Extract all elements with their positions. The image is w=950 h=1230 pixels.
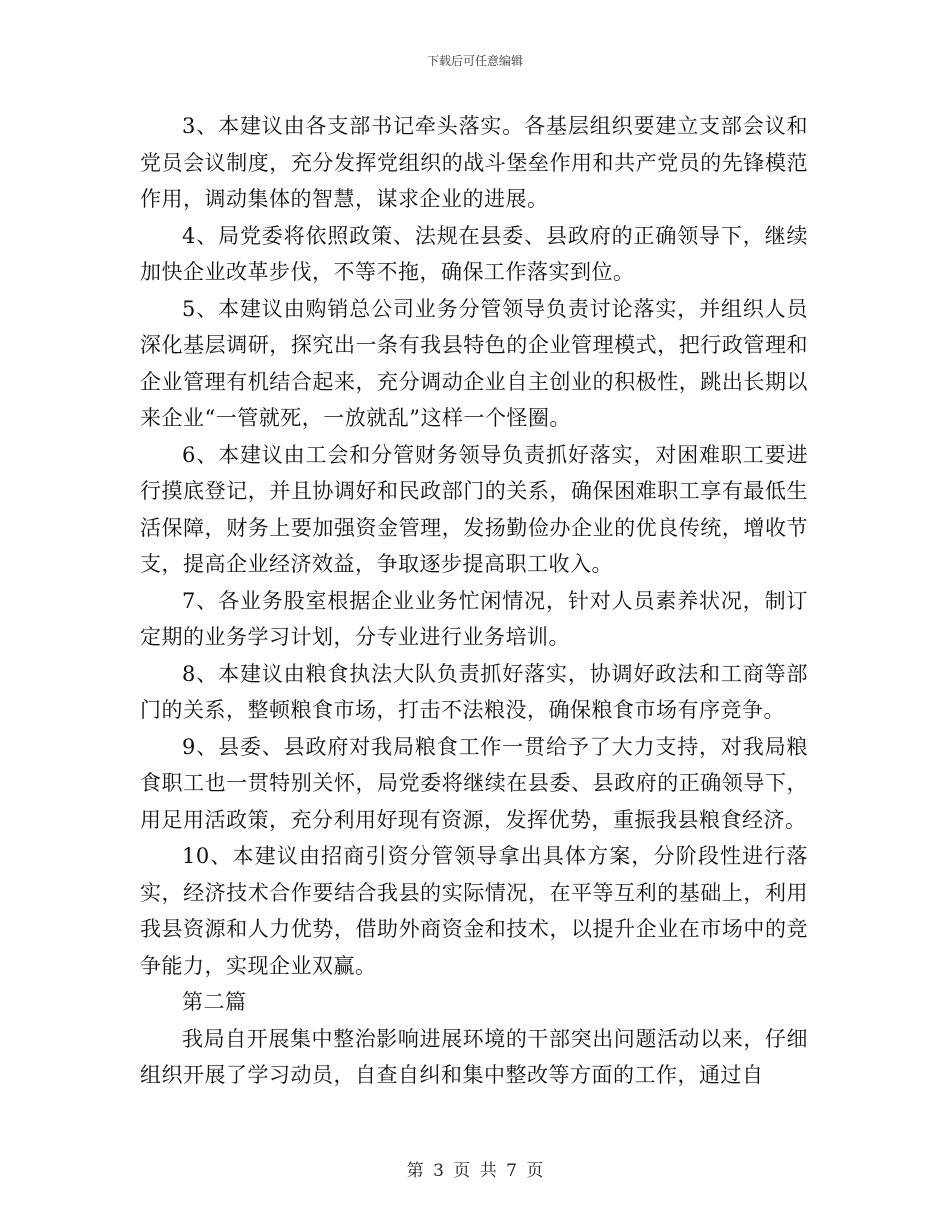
- paragraph-item-6: 6、本建议由工会和分管财务领导负责抓好落实，对困难职工要进行摸底登记，并且协调好和民政部门的关系，确保困难职工享有最低生活保障，财务上要加强资金管理，发扬勤俭办企业的优良传统，增收节支，提高企业经济效益，争取逐步提高职工收入。: [140, 442, 808, 576]
- section-heading: 第二篇: [182, 990, 247, 1014]
- paragraph-item-10: 10、本建议由招商引资分管领导拿出具体方案，分阶段性进行落实，经济技术合作要结合我县的实际情况，在平等互利的基础上，利用我县资源和人力优势，借助外商资金和技术，以提升企业在市场中的竞争能力，实现企业双赢。: [140, 844, 808, 978]
- document-body: [140, 108, 808, 1094]
- paragraph-item-4: 4、局党委将依照政策、法规在县委、县政府的正确领导下，继续加快企业改革步伐，不等不拖，确保工作落实到位。: [140, 223, 808, 284]
- paragraph-item-3: 3、本建议由各支部书记牵头落实。各基层组织要建立支部会议和党员会议制度，充分发挥党组织的战斗堡垒作用和共产党员的先锋模范作用，调动集体的智慧，谋求企业的进展。: [140, 114, 808, 211]
- section-paragraph: 我局自开展集中整治影响进展环境的干部突出问题活动以来，仔细组织开展了学习动员，自查自纠和集中整改等方面的工作，通过自: [140, 1026, 808, 1087]
- paragraph-item-9: 9、县委、县政府对我局粮食工作一贯给予了大力支持，对我局粮食职工也一贯特别关怀，局党委将继续在县委、县政府的正确领导下，用足用活政策，充分利用好现有资源，发挥优势，重振我县粮食经济。: [140, 734, 808, 832]
- paragraph-item-7: 7、各业务股室根据企业业务忙闲情况，针对人员素养状况，制订定期的业务学习计划，分专业进行业务培训。: [140, 588, 808, 649]
- page-header: 下载后可任意编辑: [426, 54, 523, 68]
- paragraph-item-5: 5、本建议由购销总公司业务分管领导负责讨论落实，并组织人员深化基层调研，探究出一条有我县特色的企业管理模式，把行政管理和企业管理有机结合起来，充分调动企业自主创业的积极性，跳出长期以来企业“一管就死，一放就乱”这样一个怪圈。: [140, 296, 808, 430]
- paragraph-item-8: 8、本建议由粮食执法大队负责抓好落实，协调好政法和工商等部门的关系，整顿粮食市场，打击不法粮没，确保粮食市场有序竞争。: [140, 661, 808, 722]
- page-number-footer: 第 3 页 共 7 页: [406, 1161, 544, 1181]
